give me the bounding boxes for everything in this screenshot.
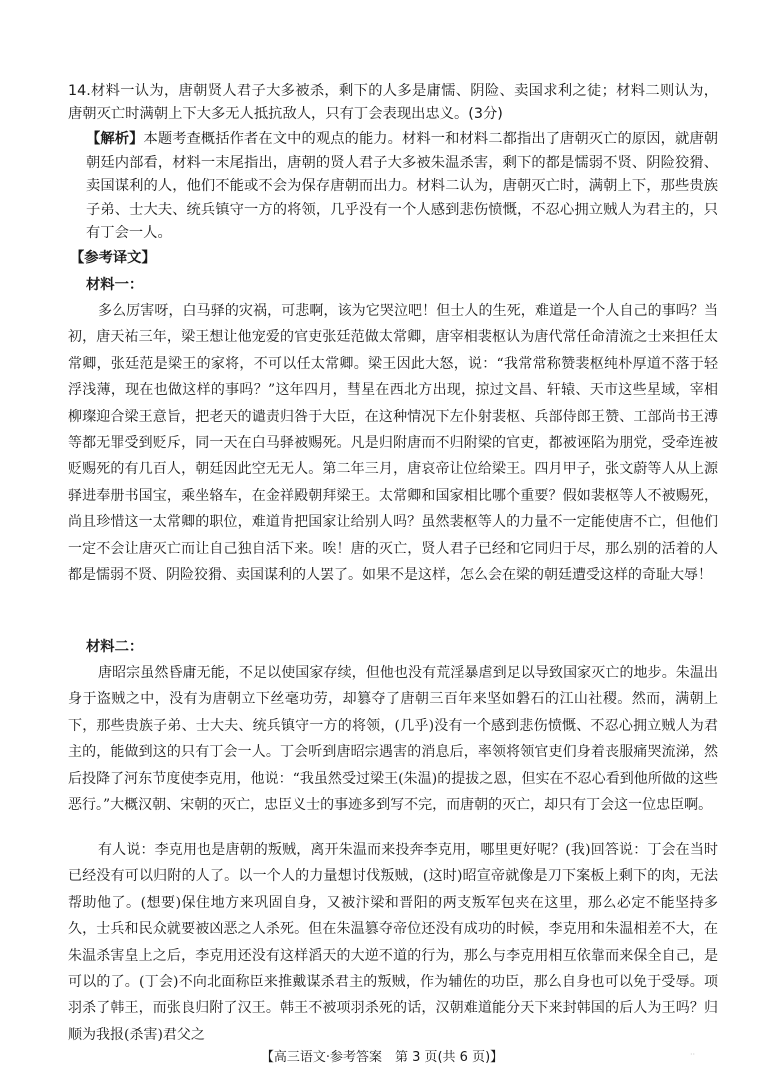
page-footer: 【高三语文·参考答案 第 3 页(共 6 页)】 <box>260 1050 504 1065</box>
question-14-answer <box>68 80 718 126</box>
material-2-paragraph-1: 唐昭宗虽然昏庸无能，不足以使国家存续，但他也没有荒淫暴虐到足以导致国家灭亡的地步。朱温出身于盗贼之中，没有为唐朝立下丝毫功劳，却篡夺了唐朝三百年来坚如磐石的江山社稷。然而，满朝上下，那些贵族子弟、士大夫、统兵镇守一方的将领，(几乎)没有一个感到悲伤愤慨、不忍心拥立贼人为君主的，能做到这的只有丁会一人。丁会听到唐昭宗遇害的消息后，率领将领官吏们身着丧服痛哭流涕，然后投降了河东节度使李克用，他说：“我虽然受过梁王(朱温)的提拔之恩，但实在不忍心看到他所做的这些恶行。”大概汉朝、宋朝的灭亡，忠臣义士的事迹多到写不完，而唐朝的灭亡，却只有丁会这一位忠臣啊。 <box>68 665 718 814</box>
analysis-text: 本题考查概括作者在文中的观点的能力。材料一和材料二都指出了唐朝灭亡的原因，就唐朝朝廷内部看，材料一末尾指出，唐朝的贤人君子大多被朱温杀害，剩下的都是懦弱不贤、阴险狡猾、卖国谋利的人，他们不能或不会为保存唐朝而出力。材料二认为，唐朝灭亡时，满朝上下，那些贵族子弟、士大夫、统兵镇守一方的将领，几乎没有一个人感到悲伤愤慨，不忍心拥立贼人为君主的，只有丁会一人。 <box>86 131 719 241</box>
material-2-heading: 材料二： <box>86 639 144 655</box>
analysis-block <box>86 128 718 246</box>
material-1-paragraph: 多么厉害呀，白马驿的灾祸，可悲啊，该为它哭泣吧！但士人的生死，难道是一个人自己的事吗？当初，唐天祐三年，梁王想让他宠爱的官吏张廷范做太常卿，唐宰相裴枢认为唐代常任命清流之士来担任太常卿，张廷范是梁王的家将，不可以任太常卿。梁王因此大怒，说：“我常常称赞裴枢纯朴厚道不落于轻浮浅薄，现在也做这样的事吗？”这年四月，彗星在西北方出现，掠过文昌、轩辕、天市这些星域，宰相柳璨迎合梁王意旨，把老天的谴责归咎于大臣，在这种情况下左仆射裴枢、兵部侍郎王赞、工部尚书王溥等都无罪受到贬斥，同一天在白马驿被赐死。凡是归附唐而不归附梁的官吏，都被诬陷为朋党，受牵连被贬赐死的有几百人，朝廷因此空无无人。第二年三月，唐哀帝让位给梁王。四月甲子，张文蔚等人从上源驿进奉册书国宝，乘坐辂车，在金祥殿朝拜梁王。太常卿和国家相比哪个重要？假如裴枢等人不被赐死，尚且珍惜这一太常卿的职位，难道肯把国家让给别人吗？虽然裴枢等人的力量不一定能使唐不亡，但他们一定不会让唐灭亡而让自己独自活下来。唉！唐的灭亡，贤人君子已经和它同归于尽，那么别的活着的人都是懦弱不贤、阴险狡猾、卖国谋利的人罢了。如果不是这样，怎么会在梁的朝廷遭受这样的奇耻大辱！ <box>68 303 718 584</box>
scan-dot-mark: ·· <box>690 1050 696 1059</box>
material-2-paragraph-2: 有人说：李克用也是唐朝的叛贼，离开朱温而来投奔李克用，哪里更好呢？(我)回答说：丁会在当时已经没有可以归附的人了。以一个人的力量想讨伐叛贼，(这时)昭宣帝就像是刀下案板上剩下的肉，无法帮助他了。(想要)保住地方来巩固自身，又被汴梁和晋阳的两支叛军包夹在这里，那么必定不能坚持多久，士兵和民众就要被凶恶之人杀死。但在朱温篡夺帝位还没有成功的时候，李克用和朱温相差不大，在朱温杀害皇上之后，李克用还没有这样滔天的大逆不道的行为，那么与李克用相互依靠而来保全自己，是可以的了。(丁会)不向北面称臣来推戴谋杀君主的叛贼，作为辅佐的功臣，那么自身也可以免于受辱。项羽杀了韩王，而张良归附了汉王。韩王不被项羽杀死的话，汉朝难道能分天下来封韩国的后人为王吗？归顺为我报(杀害)君父之 <box>68 842 718 1043</box>
question-14-text: 14.材料一认为，唐朝贤人君子大多被杀，剩下的人多是庸懦、阴险、卖国求利之徒；材料二则认为，唐朝灭亡时满朝上下大多无人抵抗敌人，只有丁会表现出忠义。(3分) <box>68 83 718 122</box>
material-1-heading: 材料一： <box>86 277 144 293</box>
analysis-tag: 【解析】 <box>86 131 144 147</box>
reference-translation-heading: 【参考译文】 <box>70 250 156 266</box>
